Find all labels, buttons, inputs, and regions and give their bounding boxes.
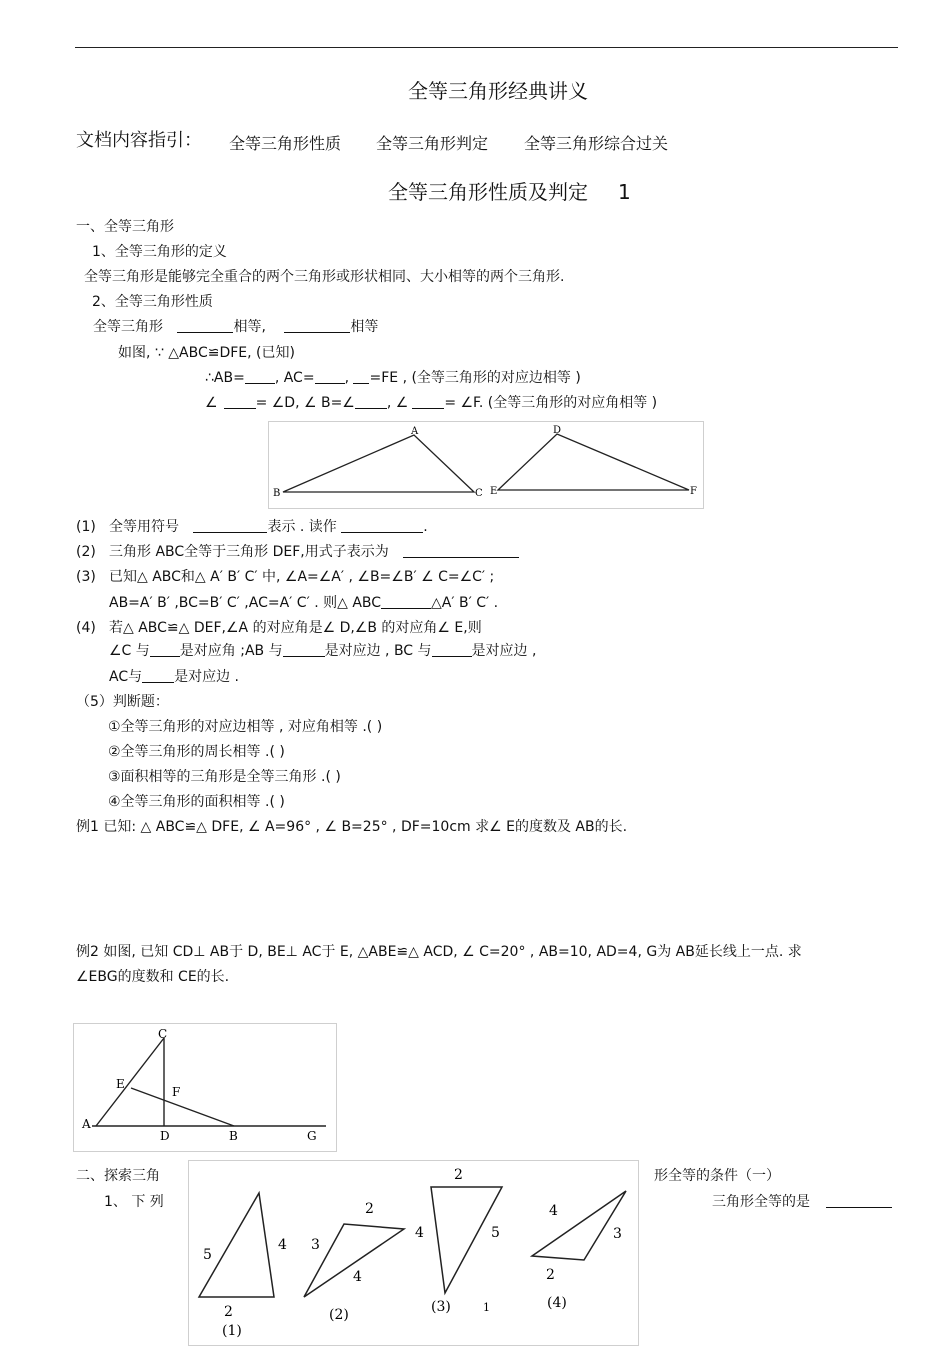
figure-3-svg [189, 1161, 638, 1345]
example-1: 例1 已知: △ ABC≌△ DFE, ∠ A=96° , ∠ B=25° , DF=10cm 求∠ E的度数及 AB的长. [76, 819, 628, 835]
blank[interactable] [142, 668, 174, 683]
q2-number: (2) [76, 544, 96, 560]
figure-1-svg [269, 422, 703, 508]
blank[interactable] [355, 394, 387, 409]
property-text-b: 相等, [233, 319, 266, 335]
blank[interactable] [381, 594, 431, 609]
q2-text: 三角形 ABC全等于三角形 DEF,用式子表示为 [109, 544, 389, 560]
section-title: 全等三角形性质及判定 [388, 180, 588, 204]
q4-text: 是对应边 . [174, 669, 240, 685]
line-eb [131, 1088, 234, 1126]
blank[interactable] [177, 318, 233, 333]
blank[interactable] [403, 543, 519, 558]
q4-number: (4) [76, 620, 96, 636]
q1-text-a: 全等用符号 [109, 519, 179, 535]
header-rule [75, 47, 898, 48]
label-g: G [307, 1129, 317, 1143]
q4-text: 是对应边 , [471, 643, 537, 659]
page-number: 1 [483, 1301, 490, 1314]
label-d: D [553, 425, 562, 436]
q4-text: AC与 [109, 669, 143, 685]
sec2-q1-right [712, 1193, 892, 1211]
tri3-caption: (3) [431, 1299, 451, 1315]
side-correspondence-line [205, 369, 581, 387]
figure-four-triangles [188, 1160, 639, 1346]
q1-number: (1) [76, 519, 96, 535]
line-text: , AC= [274, 370, 315, 386]
tri2-side: 2 [365, 1201, 374, 1217]
q1-text-b: 表示 . 读作 [267, 519, 337, 535]
q3-text-c: △A′ B′ C′ . [431, 595, 499, 611]
judge-item-1: ①全等三角形的对应边相等 , 对应角相等 .( ) [108, 719, 383, 735]
line-text: ∴AB= [205, 370, 245, 386]
line-text: ∠ [205, 395, 218, 411]
q4-text: 是对应边 , BC 与 [324, 643, 432, 659]
tri1-side: 5 [203, 1247, 212, 1263]
guide-label: 文档内容指引： [76, 130, 202, 151]
sec2-heading-right: 形全等的条件（一） [654, 1168, 780, 1184]
triangle-4 [532, 1191, 626, 1260]
doc-title: 全等三角形经典讲义 [408, 79, 588, 103]
judge-item-3: ③面积相等的三角形是全等三角形 .( ) [108, 769, 341, 785]
judge-item-4: ④全等三角形的面积相等 .( ) [108, 794, 285, 810]
tri2-side: 4 [353, 1269, 362, 1285]
property-text-a: 全等三角形 [93, 319, 163, 335]
q3-number: (3) [76, 569, 96, 585]
given-line: 如图, ∵ △ABC≌DFE, (已知) [118, 345, 295, 361]
figure-2-svg [74, 1024, 336, 1151]
sec2-q1-left: 1、 下 列 [104, 1194, 164, 1210]
blank[interactable] [412, 394, 444, 409]
guide-item-2: 全等三角形判定 [376, 134, 489, 153]
tri3-side: 2 [454, 1167, 463, 1183]
line-text: = ∠F. (全等三角形的对应角相等 ) [444, 395, 658, 411]
triangle-2 [304, 1224, 404, 1297]
label-f: F [690, 486, 697, 497]
guide-item-3: 全等三角形综合过关 [524, 134, 669, 153]
tri2-side: 3 [311, 1237, 320, 1253]
q3-line-1: 已知△ ABC和△ A′ B′ C′ 中, ∠A=∠A′ , ∠B=∠B′ ∠ C=∠C′ ; [109, 569, 495, 585]
q1-text-c: . [423, 519, 428, 535]
example-2-line-1: 例2 如图, 已知 CD⊥ AB于 D, BE⊥ AC于 E, △ABE≌△ ACD, ∠ C=20° , AB=10, AD=4, G为 AB延长线上一点. 求 [76, 944, 802, 960]
line-text: , ∠ [386, 395, 409, 411]
tri3-side: 5 [491, 1225, 500, 1241]
tri4-side: 2 [546, 1267, 555, 1283]
q2-line [109, 543, 519, 561]
label-c: C [158, 1027, 168, 1041]
blank[interactable] [353, 369, 369, 384]
guide-item-1: 全等三角形性质 [229, 134, 342, 153]
tri1-caption: (1) [222, 1323, 242, 1339]
sec1-sub1: 1、全等三角形的定义 [92, 244, 227, 260]
q1-line [109, 518, 428, 536]
tri4-side: 3 [613, 1226, 622, 1242]
blank[interactable] [245, 369, 275, 384]
figure-triangles-abc-def [268, 421, 704, 509]
q3-line-2 [109, 594, 498, 612]
sec1-sub2: 2、全等三角形性质 [92, 294, 213, 310]
line-text: , [344, 370, 354, 386]
judge-item-2: ②全等三角形的周长相等 .( ) [108, 744, 285, 760]
label-f: F [172, 1085, 181, 1099]
angle-correspondence-line [205, 394, 657, 412]
blank[interactable] [826, 1193, 892, 1208]
tri4-caption: (4) [547, 1295, 567, 1311]
label-b: B [273, 488, 281, 499]
blank[interactable] [193, 518, 267, 533]
triangle-def [498, 434, 689, 490]
triangle-abc [283, 435, 474, 492]
blank[interactable] [224, 394, 256, 409]
q3-text-b: AB=A′ B′ ,BC=B′ C′ ,AC=A′ C′ . 则△ ABC [109, 595, 382, 611]
label-a: A [411, 426, 419, 437]
blank[interactable] [432, 642, 472, 657]
tri1-side: 2 [224, 1304, 233, 1320]
line-ac [96, 1038, 164, 1126]
blank[interactable] [284, 318, 350, 333]
blank[interactable] [283, 642, 325, 657]
figure-example-2 [73, 1023, 337, 1152]
sec1-heading: 一、全等三角形 [76, 219, 174, 235]
label-b: B [229, 1129, 238, 1143]
section-number: 1 [618, 180, 631, 204]
property-line [93, 318, 378, 336]
blank[interactable] [315, 369, 345, 384]
q4-line-2 [109, 642, 536, 660]
label-e: E [116, 1077, 125, 1091]
q4-text: ∠C 与 [109, 643, 150, 659]
q5-heading: （5）判断题： [76, 694, 169, 710]
label-c: C [475, 488, 483, 499]
tri1-side: 4 [278, 1237, 287, 1253]
q4-line-1: 若△ ABC≌△ DEF,∠A 的对应角是∠ D,∠B 的对应角∠ E,则 [109, 620, 482, 636]
line-text: = ∠D, ∠ B=∠ [255, 395, 355, 411]
line-text: =FE , (全等三角形的对应边相等 ) [369, 370, 581, 386]
definition-text: 全等三角形是能够完全重合的两个三角形或形状相同、大小相等的两个三角形. [84, 269, 565, 285]
tri3-side: 4 [415, 1225, 424, 1241]
property-text-c: 相等 [350, 319, 379, 335]
label-a: A [82, 1117, 91, 1131]
blank[interactable] [150, 642, 180, 657]
label-d: D [160, 1129, 170, 1143]
blank[interactable] [341, 518, 423, 533]
sec2-heading-left: 二、探索三角 [76, 1168, 160, 1184]
triangle-1 [199, 1193, 274, 1297]
sec2-q1-text: 三角形全等的是 [712, 1194, 810, 1210]
example-2-line-2: ∠EBG的度数和 CE的长. [76, 969, 230, 985]
q4-line-3 [109, 668, 239, 686]
tri2-caption: (2) [329, 1307, 349, 1323]
q4-text: 是对应角 ;AB 与 [179, 643, 283, 659]
label-e: E [490, 486, 498, 497]
tri4-side: 4 [549, 1203, 558, 1219]
